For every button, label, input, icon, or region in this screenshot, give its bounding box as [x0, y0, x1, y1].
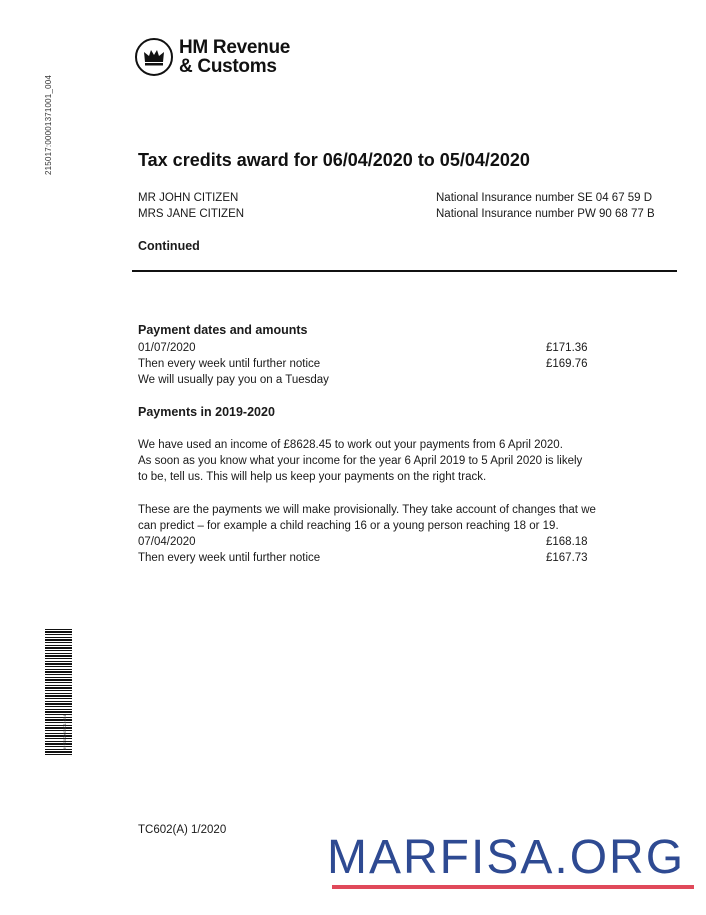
payment-day-note: We will usually pay you on a Tuesday	[138, 374, 329, 386]
form-code: TC602(A) 1/2020	[138, 824, 227, 836]
document-reference: 215017:00001371001_004	[44, 74, 53, 175]
crown-icon	[135, 38, 173, 76]
provisional-paragraph-line-2: can predict – for example a child reaching 16 or a young person reaching 18 or 19.	[138, 520, 559, 532]
provisional-date-label-1: 07/04/2020	[138, 536, 196, 548]
page-title: Tax credits award for 06/04/2020 to 05/04/2020	[138, 150, 530, 170]
payment-dates-heading: Payment dates and amounts	[138, 323, 308, 337]
income-paragraph-line-3: to be, tell us. This will help us keep your payments on the right track.	[138, 471, 487, 483]
barcode	[45, 627, 72, 755]
provisional-paragraph-line-1: These are the payments we will make provisionally. They take account of changes that we	[138, 504, 596, 516]
income-paragraph-line-1: We have used an income of £8628.45 to work out your payments from 6 April 2020.	[138, 439, 563, 451]
provisional-date-label-2: Then every week until further notice	[138, 552, 321, 564]
claimant-name-1: MR JOHN CITIZEN	[138, 192, 239, 204]
payment-amount-1: £171.36	[546, 342, 588, 354]
payment-amount-2: £169.76	[546, 358, 588, 370]
claimant-ni-2: National Insurance number PW 90 68 77 B	[436, 208, 655, 220]
claimant-name-2: MRS JANE CITIZEN	[138, 208, 245, 220]
logo-line-2: & Customs	[179, 56, 277, 77]
claimant-ni-1: National Insurance number SE 04 67 59 D	[436, 192, 653, 204]
barcode-number: 3977000000011004	[62, 714, 67, 750]
hmrc-logo	[135, 38, 290, 76]
watermark-underline	[332, 885, 694, 889]
payment-date-label-2: Then every week until further notice	[138, 358, 321, 370]
continued-label: Continued	[138, 239, 200, 253]
provisional-amount-2: £167.73	[546, 552, 588, 564]
payments-period-heading: Payments in 2019-2020	[138, 405, 275, 419]
watermark-text: MARFISA.ORG	[327, 831, 686, 884]
income-paragraph-line-2: As soon as you know what your income for the year 6 April 2019 to 5 April 2020 is likely	[138, 455, 583, 467]
logo-line-1: HM Revenue	[179, 37, 291, 58]
logo-wordmark	[179, 38, 290, 76]
section-divider	[132, 270, 677, 272]
provisional-amount-1: £168.18	[546, 536, 588, 548]
payment-date-label-1: 01/07/2020	[138, 342, 196, 354]
